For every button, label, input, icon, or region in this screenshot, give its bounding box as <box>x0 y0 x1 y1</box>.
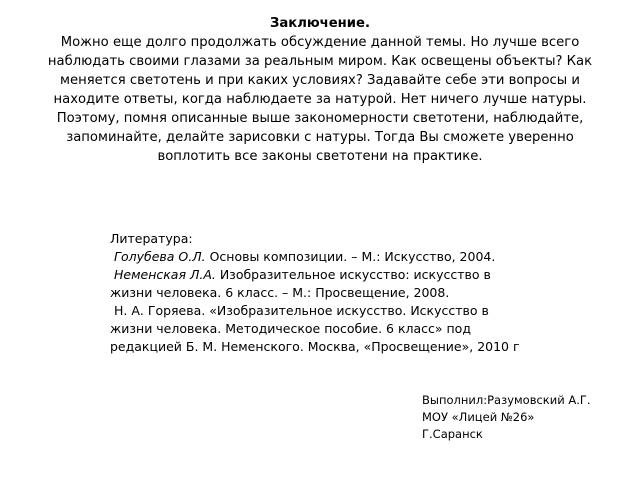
conclusion-section <box>28 14 612 166</box>
author-signature <box>422 392 637 443</box>
literature-author: Голубева О.Л. <box>113 249 206 264</box>
author-school: МОУ «Лицей №26» <box>422 410 535 424</box>
author-city: Г.Саранск <box>422 427 483 441</box>
literature-entry <box>110 302 535 356</box>
literature-author: Неменская Л.А. <box>113 267 216 282</box>
conclusion-title: Заключение. <box>269 16 370 31</box>
literature-heading: Литература: <box>110 231 193 246</box>
literature-entry <box>110 266 535 302</box>
literature-title: Изобразительное искусство: искусство в жизни человека. 6 класс. – М.: Просвещение, 2008. <box>110 267 491 300</box>
author-name: Выполнил:Разумовский А.Г. <box>422 393 591 407</box>
literature-section <box>110 230 535 356</box>
literature-title: Н. А. Горяева. «Изобразительное искусство. Искусство в жизни человека. Методическое пособие. 6 класс» под редакцией Б. М. Неменского. Москва, «Просвещение», 2010 г <box>110 303 520 354</box>
literature-entry <box>110 248 535 266</box>
literature-title: Основы композиции. – М.: Искусство, 2004. <box>209 249 496 264</box>
conclusion-text: Можно еще долго продолжать обсуждение данной темы. Но лучше всего наблюдать своими глазами за реальным миром. Как освещены объекты? Как меняется светотень и при каких условиях? Задавайте себе эти вопросы и находите ответы, когда наблюдаете за натурой. Нет ничего лучше натуры. Поэтому, помня описанные выше закономерности светотени, наблюдайте, запоминайте, делайте зарисовки с натуры. Тогда Вы сможете уверенно воплотить все законы светотени на практике. <box>47 35 593 164</box>
